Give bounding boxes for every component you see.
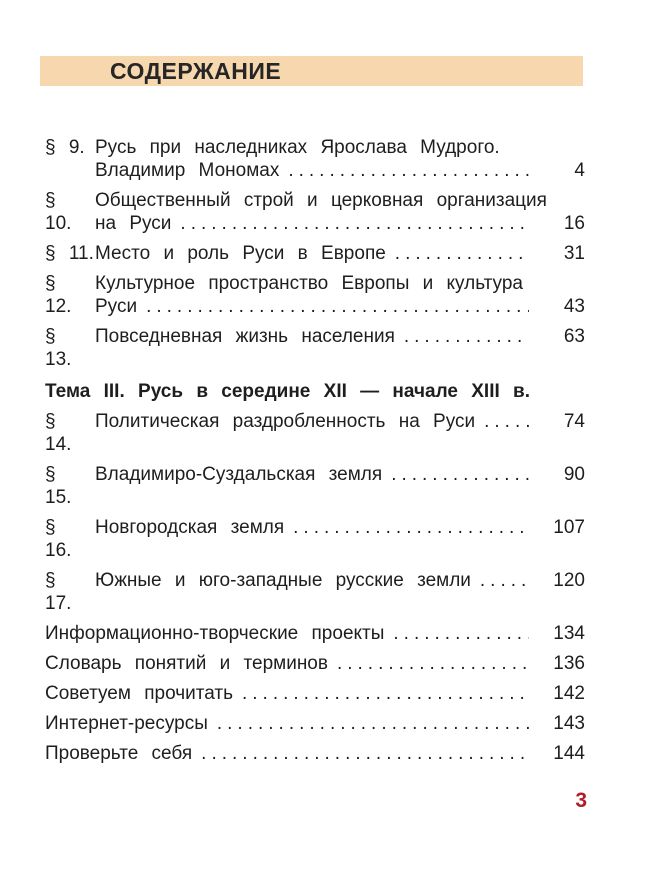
toc-section-heading: Тема III. Русь в середине XII — начале XIII в. bbox=[45, 381, 531, 402]
toc-entry bbox=[45, 136, 585, 182]
contents-header-bar bbox=[40, 56, 583, 86]
toc-entry-page: 31 bbox=[563, 243, 585, 264]
toc-entry-paragraph-label: § 11. bbox=[45, 243, 94, 264]
toc-entry-last-line bbox=[95, 463, 585, 486]
toc-entry-paragraph-label: § 16. bbox=[45, 517, 72, 561]
toc-entry-paragraph-label: § 12. bbox=[45, 273, 72, 317]
toc-entry-last-line bbox=[95, 410, 585, 433]
dot-leader bbox=[480, 569, 529, 592]
toc-entry-paragraph-label: § 14. bbox=[45, 411, 72, 455]
toc-entry-last-line bbox=[45, 682, 585, 705]
toc-entry-paragraph-label: § 15. bbox=[45, 464, 72, 508]
toc-entry-page: 4 bbox=[574, 160, 585, 181]
toc-entry-last-line bbox=[95, 159, 585, 182]
dot-leader bbox=[484, 410, 529, 433]
toc-entry-paragraph-label: § 10. bbox=[45, 190, 72, 234]
toc-entry-page: 63 bbox=[563, 326, 585, 347]
toc-entry-title: Проверьте себя bbox=[45, 743, 193, 764]
toc-entry bbox=[45, 189, 585, 235]
dot-leader bbox=[201, 742, 529, 765]
toc-entry-last-line bbox=[45, 712, 585, 735]
book-page-number: 3 bbox=[575, 789, 587, 812]
toc-entry-paragraph-label: § 13. bbox=[45, 326, 72, 370]
toc-entry-title: Политическая раздробленность на Руси bbox=[95, 411, 476, 432]
toc-entry-last-line bbox=[95, 242, 585, 265]
toc-entry-title: Место и роль Руси в Европе bbox=[95, 243, 386, 264]
dot-leader bbox=[293, 516, 529, 539]
toc-entry-last-line bbox=[95, 516, 585, 539]
toc-entry-page: 134 bbox=[553, 623, 585, 644]
toc-entry-title: Владимиро-Суздальская земля bbox=[95, 464, 383, 485]
contents-title: СОДЕРЖАНИЕ bbox=[110, 57, 282, 84]
toc-entry-title: Руси bbox=[95, 296, 138, 317]
toc-entry-last-line bbox=[95, 569, 585, 592]
toc-entry bbox=[45, 569, 585, 615]
toc-entry bbox=[45, 325, 585, 371]
toc-entry bbox=[45, 272, 585, 318]
toc-entry bbox=[45, 242, 585, 265]
toc-entry-paragraph-label: § 17. bbox=[45, 570, 72, 614]
toc-entry-title: Информационно-творческие проекты bbox=[45, 623, 385, 644]
toc-entry bbox=[45, 463, 585, 509]
toc-entry-page: 143 bbox=[553, 713, 585, 734]
toc-entry-title: Интернет-ресурсы bbox=[45, 713, 208, 734]
toc-entry bbox=[45, 742, 585, 765]
toc-entry-page: 90 bbox=[563, 464, 585, 485]
toc-entry-title-line: Русь при наследниках Ярослава Мудрого. bbox=[95, 137, 500, 158]
dot-leader bbox=[395, 242, 529, 265]
toc-entry-page: 43 bbox=[563, 296, 585, 317]
toc-entry-title-line: Культурное пространство Европы и культура bbox=[95, 273, 523, 294]
toc-entry bbox=[45, 622, 585, 645]
toc-entry-page: 120 bbox=[553, 570, 585, 591]
toc-entry-title: Владимир Мономах bbox=[95, 160, 280, 181]
toc-entry-title: Словарь понятий и терминов bbox=[45, 653, 328, 674]
dot-leader bbox=[242, 682, 529, 705]
dot-leader bbox=[288, 159, 529, 182]
toc-entry-last-line bbox=[95, 212, 585, 235]
toc-entry bbox=[45, 712, 585, 735]
toc-entry-last-line bbox=[45, 652, 585, 675]
toc-entry-paragraph-label: § 9. bbox=[45, 137, 85, 158]
dot-leader bbox=[391, 463, 529, 486]
dot-leader bbox=[180, 212, 529, 235]
toc-entry-page: 107 bbox=[553, 517, 585, 538]
toc-entry-page: 144 bbox=[553, 743, 585, 764]
toc-entry-last-line bbox=[45, 742, 585, 765]
toc-entry bbox=[45, 652, 585, 675]
toc-entry-title: на Руси bbox=[95, 213, 172, 234]
toc-entry-page: 136 bbox=[553, 653, 585, 674]
toc-entry-last-line bbox=[95, 295, 585, 318]
toc-entry-page: 16 bbox=[563, 213, 585, 234]
table-of-contents bbox=[45, 136, 585, 772]
toc-entry-last-line bbox=[45, 622, 585, 645]
toc-entry bbox=[45, 682, 585, 705]
dot-leader bbox=[393, 622, 529, 645]
dot-leader bbox=[404, 325, 529, 348]
dot-leader bbox=[146, 295, 529, 318]
toc-entry-title: Советуем прочитать bbox=[45, 683, 233, 704]
toc-entry-title: Новгородская земля bbox=[95, 517, 285, 538]
toc-entry-title: Южные и юго-западные русские земли bbox=[95, 570, 471, 591]
toc-entry-last-line bbox=[95, 325, 585, 348]
toc-entry-page: 142 bbox=[553, 683, 585, 704]
dot-leader bbox=[217, 712, 529, 735]
toc-entry-title-line: Общественный строй и церковная организация bbox=[95, 190, 547, 211]
toc-entry-title: Повседневная жизнь населения bbox=[95, 326, 395, 347]
toc-entry bbox=[45, 516, 585, 562]
toc-entry-page: 74 bbox=[563, 411, 585, 432]
dot-leader bbox=[337, 652, 529, 675]
toc-entry bbox=[45, 410, 585, 456]
